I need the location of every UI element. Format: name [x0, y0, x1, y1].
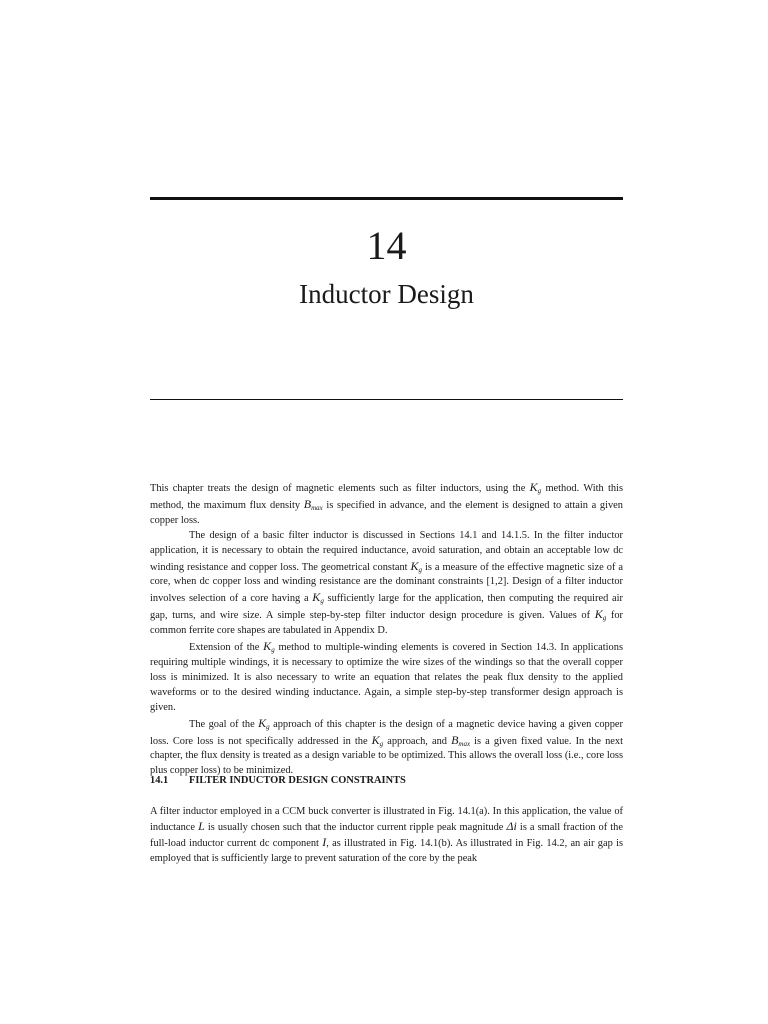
section-title: FILTER INDUCTOR DESIGN CONSTRAINTS — [189, 775, 406, 786]
intro-paragraph-4: The goal of the $K_g$ approach of this chapter is the design of a magnetic device having a given copper loss. Core loss is not specifically addressed in the $K_g$ approach, and $B_{max}$ is a given fixed value. In the next chapter, the flux density is treated as a design variable to be optimized. This allows the overall loss (i.e., core loss plus copper loss) to be minimized. — [150, 715, 623, 777]
chapter-top-rule — [150, 197, 623, 200]
bmax-symbol: $B_{max}$ — [451, 732, 471, 748]
kg-symbol: $K_g$ — [263, 639, 275, 655]
kg-symbol: $K_g$ — [410, 558, 423, 574]
delta-i-symbol: Δi — [506, 819, 517, 833]
kg-symbol: $K_g$ — [529, 480, 542, 495]
kg-symbol: $K_g$ — [371, 732, 384, 748]
section-paragraph-1: A filter inductor employed in a CCM buck converter is illustrated in Fig. 14.1(a). In this application, the value of inductance L is usually chosen such that the inductor current ripple peak magnitude Δi is a small fraction of the full-load inductor current dc component I, as illustrated in Fig. 14.1(b). As illustrated in Fig. 14.2, an air gap is employed that is sufficiently large to prevent saturation of the core by the peak — [150, 806, 623, 864]
chapter-number: 14 — [366, 223, 407, 268]
section-body — [150, 804, 623, 866]
inductance-symbol: L — [198, 819, 205, 833]
chapter-bottom-rule — [150, 399, 623, 400]
section-number: 14.1 — [150, 775, 169, 786]
section-heading — [150, 774, 623, 788]
bmax-symbol: $B_{max}$ — [303, 496, 323, 512]
chapter-title: Inductor Design — [299, 279, 474, 309]
intro-paragraph-1: This chapter treats the design of magnetic elements such as filter inductors, using the $K_g$ method. With this method, the maximum flux density $B_{max}$ is specified in advance, and the element is designed to attain a given copper loss. — [150, 480, 623, 526]
kg-symbol: $K_g$ — [594, 607, 607, 623]
current-symbol: I — [322, 835, 327, 849]
chapter-introduction — [150, 480, 623, 779]
intro-paragraph-2: The design of a basic filter inductor is discussed in Sections 14.1 and 14.1.5. In the filter inductor application, it is necessary to obtain the required inductance, avoid saturation, and obtain an acceptable low dc winding resistance and copper loss. The geometrical constant $K_g$ is a measure of the effective magnetic size of a core, when dc copper loss and winding resistance are the dominant constraints [1,2]. Design of a filter inductor involves selection of a core having a $K_g$ sufficiently large for the application, then computing the required air gap, turns, and wire size. A simple step-by-step filter inductor design procedure is given. Values of $K_g$ for common ferrite core shapes are tabulated in Appendix D. — [150, 529, 624, 637]
intro-paragraph-3: Extension of the $K_g$ method to multiple-winding elements is covered in Section 14.3. In applications requiring multiple windings, it is necessary to optimize the wire sizes of the windings so that the overall copper loss is minimized. It is also necessary to write an equation that relates the peak flux density to the applied waveforms or to the desired winding inductance. Again, a simple step-by-step transformer design approach is given. — [150, 639, 623, 713]
kg-symbol: $K_g$ — [258, 715, 270, 731]
kg-symbol: $K_g$ — [312, 590, 324, 606]
